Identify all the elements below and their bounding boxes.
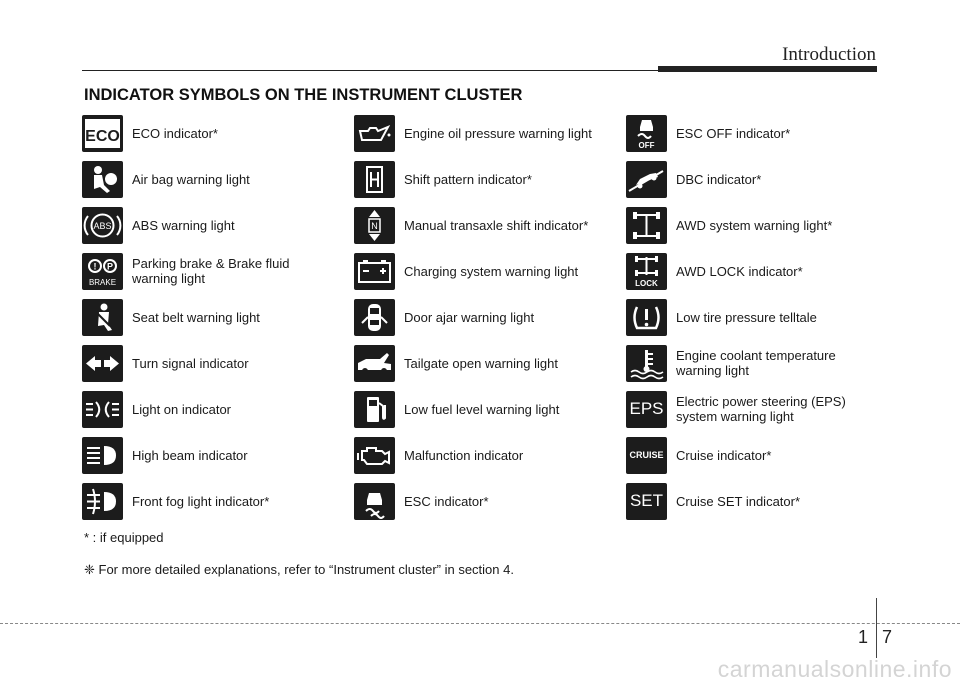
indicator-row [354,481,624,521]
header-rule [82,70,660,71]
indicator-label: Electric power steering (EPS) system warning light [676,394,846,424]
reference-note: ❈ For more detailed explanations, refer to “Instrument cluster” in section 4. [84,562,514,577]
tire-pressure-icon [626,299,667,336]
indicator-row [82,435,352,475]
indicator-row [354,297,624,337]
cruise-icon-text: CRUISE [629,450,664,460]
footer-rule [0,623,960,624]
indicator-row [626,389,896,429]
turn-signal-icon [82,345,123,382]
watermark: carmanualsonline.info [717,656,952,682]
indicator-label: Engine coolant temperature warning light [676,348,836,378]
battery-icon [354,253,395,290]
dbc-icon [626,161,667,198]
esc-off-icon-text: OFF [638,140,655,150]
indicator-row [82,389,352,429]
indicator-label: Malfunction indicator [404,447,524,463]
indicator-label: Engine oil pressure warning light [404,125,592,141]
indicator-row [626,343,896,383]
indicator-row [82,251,352,291]
indicator-label: Front fog light indicator* [132,493,270,509]
indicator-row [82,297,352,337]
indicator-row [626,251,896,291]
esc-off-icon [626,115,667,152]
section-number: 1 [858,627,869,647]
indicator-row [626,205,896,245]
if-equipped-note: * : if equipped [84,530,164,545]
indicator-row [354,435,624,475]
light-on-icon [82,391,123,428]
indicator-row [354,251,624,291]
indicator-row [354,159,624,199]
indicator-label: ECO indicator* [132,125,218,141]
high-beam-icon [82,437,123,474]
indicator-label: Door ajar warning light [404,309,535,325]
indicator-label: Parking brake & Brake fluid warning light [132,256,290,286]
svg-text:ABS: ABS [93,220,112,231]
parking-brake-icon [82,253,123,290]
manual-shift-icon [354,207,395,244]
seat-belt-icon [82,299,123,336]
svg-text:N: N [371,220,378,231]
eps-icon [626,391,667,428]
indicator-label: Light on indicator [132,401,232,417]
abs-icon [82,207,123,244]
tailgate-icon [354,345,395,382]
coolant-temp-icon [626,345,667,382]
eps-icon-text: EPS [629,399,664,418]
brake-icon-text: BRAKE [88,277,117,287]
indicator-label: Air bag warning light [132,171,250,187]
door-ajar-icon [354,299,395,336]
awd-system-icon [626,207,667,244]
indicator-label: ESC indicator* [404,493,489,509]
indicator-label: Low fuel level warning light [404,401,560,417]
awd-lock-icon [626,253,667,290]
air-bag-icon [82,161,123,198]
esc-icon [354,483,395,520]
indicator-label: AWD system warning light* [676,217,833,233]
indicator-row [354,205,624,245]
eco-icon [82,115,123,152]
indicator-label: Manual transaxle shift indicator* [404,217,589,233]
indicator-row [82,481,352,521]
indicator-row [354,343,624,383]
indicator-row [82,159,352,199]
indicator-row [354,113,624,153]
section-title: INDICATOR SYMBOLS ON THE INSTRUMENT CLUSTER [84,86,523,104]
indicator-row [626,297,896,337]
indicator-label: DBC indicator* [676,171,762,187]
indicator-label: ESC OFF indicator* [676,125,791,141]
shift-pattern-icon [354,161,395,198]
cruise-icon [626,437,667,474]
svg-text:!: ! [93,261,97,271]
indicator-label: AWD LOCK indicator* [676,263,803,279]
awd-lock-icon-text: LOCK [635,278,658,288]
cruise-set-icon [626,483,667,520]
indicator-row [354,389,624,429]
indicator-label: High beam indicator [132,447,248,463]
oil-can-icon [354,115,395,152]
indicator-label: Low tire pressure telltale [676,309,817,325]
indicator-label: Turn signal indicator [132,355,249,371]
page-number-divider [876,598,877,658]
indicator-row [82,113,352,153]
page-number: 7 [882,627,893,647]
indicator-label: Cruise SET indicator* [676,493,801,509]
svg-text:ECO: ECO [85,127,120,145]
header-title: Introduction [782,44,876,65]
fuel-pump-icon [354,391,395,428]
svg-text:P: P [106,261,114,271]
indicator-row [626,159,896,199]
engine-icon [354,437,395,474]
indicator-label: Charging system warning light [404,263,579,279]
header-bar [658,66,877,72]
indicator-label: Tailgate open warning light [404,355,558,371]
indicator-row [82,343,352,383]
indicator-label: Cruise indicator* [676,447,772,463]
indicator-row [82,205,352,245]
indicator-label: Seat belt warning light [132,309,260,325]
indicator-row [626,481,896,521]
indicator-label: ABS warning light [132,217,235,233]
indicator-row [626,435,896,475]
front-fog-icon [82,483,123,520]
indicator-row [626,113,896,153]
indicator-label: Shift pattern indicator* [404,171,532,187]
cruise-set-icon-text: SET [629,491,664,510]
